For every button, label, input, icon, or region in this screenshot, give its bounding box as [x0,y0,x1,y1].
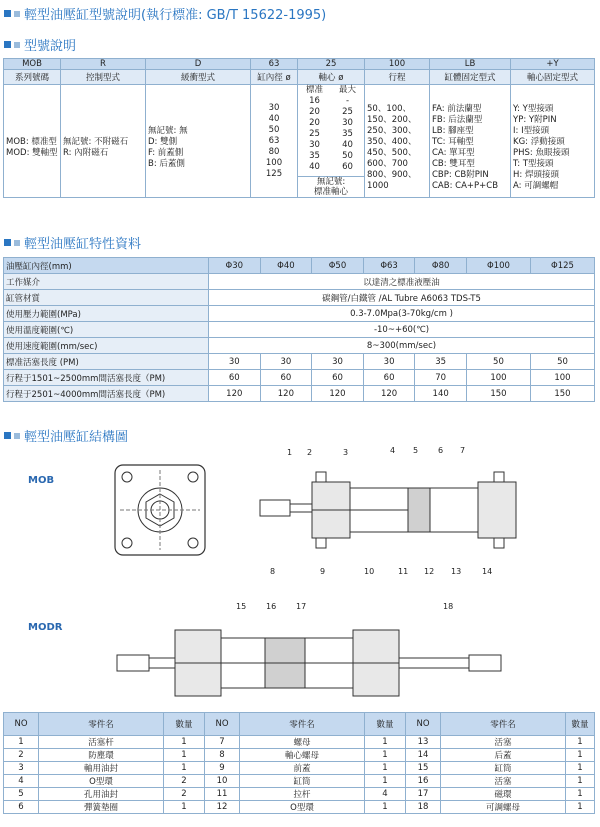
mob-front-view-drawing [112,462,208,558]
model-title: 型號說明 [4,35,76,54]
model-option-row [4,85,595,198]
parts-cell: 2 [164,788,205,801]
spec-value: 碳鋼管/白鐵管 /AL Tubre A6063 TDS-T5 [209,290,595,306]
series-options [4,85,61,198]
callout-number: 11 [398,567,409,576]
rod-options [298,85,365,198]
rod-std-value: 40 [309,162,320,172]
spec-row-label: 使用溫度範圍(℃) [4,322,209,338]
square-bullet-icon [4,239,11,246]
parts-cell: 拉杆 [240,788,365,801]
spec-value: 100 [530,370,594,386]
parts-cell: 4 [4,775,39,788]
parts-cell: 磁環 [441,788,566,801]
spec-value: 150 [530,386,594,402]
callout-number: 14 [482,567,493,576]
mount-option: TC: 耳軸型 [432,137,474,147]
parts-cell: 前蓋 [240,762,365,775]
parts-cell: 3 [4,762,39,775]
stroke-option: 150、200、 [367,115,417,125]
spec-value: 70 [415,370,467,386]
stroke-option: 250、300、 [367,126,417,136]
bore-col: Φ30 [209,258,261,274]
rod-max-value: 25 [342,107,353,117]
spec-row [4,322,595,338]
callout-number: 17 [296,602,307,611]
callout-number: 1 [287,448,293,457]
rod-mount-option: I: I型接頭 [513,126,550,136]
parts-cell: 后蓋 [441,749,566,762]
callout-number: 7 [460,446,466,455]
parts-row [4,801,595,814]
code-control: R [61,59,146,70]
parts-cell: 14 [406,749,441,762]
buffer-options [146,85,251,198]
callout-number: 6 [438,446,444,455]
model-code-row [4,59,595,70]
rod-max-value: 60 [342,162,353,172]
control-options [61,85,146,198]
parts-cell: 1 [566,736,595,749]
parts-header: 數量 [365,713,406,736]
buffer-option: B: 后蓋側 [148,159,185,169]
header-buffer: 緩衝型式 [146,70,251,85]
spec-table [3,257,595,402]
header-rod-mount: 軸心固定型式 [511,70,595,85]
bore-option: 100 [265,157,283,168]
parts-cell: 8 [205,749,240,762]
parts-cell: 12 [205,801,240,814]
rod-std-value: 20 [309,107,320,117]
structure-title: 輕型油壓缸結構圖 [4,426,128,445]
stroke-option: 600、700 [367,159,408,169]
spec-value: 60 [312,370,364,386]
spec-row [4,338,595,354]
model-table [3,58,595,198]
spec-row-label: 行程于2501~4000mm間活塞長度（PM) [4,386,209,402]
callout-number: 16 [266,602,277,611]
bore-option: 80 [268,146,280,157]
mount-options [430,85,511,198]
callout-number: 10 [364,567,375,576]
mount-option: CAB: CA+P+CB [432,181,499,191]
parts-cell: 2 [164,775,205,788]
parts-cell: 可調螺母 [441,801,566,814]
parts-cell: 1 [164,762,205,775]
parts-cell: 15 [406,762,441,775]
parts-cell: 活塞 [441,775,566,788]
callout-number: 15 [236,602,247,611]
parts-cell: 1 [365,801,406,814]
bore-col: Φ50 [312,258,364,274]
spec-value: 60 [209,370,261,386]
code-stroke: 100 [365,59,430,70]
parts-header: 零件名 [240,713,365,736]
parts-cell: 活塞杆 [39,736,164,749]
parts-cell: 彈簧墊圈 [39,801,164,814]
parts-cell: 1 [566,775,595,788]
model-header-row [4,70,595,85]
callout-number: 18 [443,602,454,611]
rod-max-value: 30 [342,118,353,128]
parts-cell: 1 [566,762,595,775]
code-rod-mount: +Y [511,59,595,70]
code-rod: 25 [298,59,365,70]
mob-label: MOB [28,475,55,486]
rod-std-value: 16 [309,96,320,106]
control-option: 無記號: 不附磁石 [63,137,129,147]
bore-col: Φ63 [363,258,415,274]
bore-col: Φ125 [530,258,594,274]
parts-row [4,788,595,801]
spec-row [4,290,595,306]
callout-number: 3 [343,448,349,457]
spec-value: 120 [209,386,261,402]
parts-cell: 1 [365,775,406,788]
parts-cell: 軸用油封 [39,762,164,775]
spec-value: 30 [260,354,312,370]
parts-header: 數量 [566,713,595,736]
spec-value: 60 [363,370,415,386]
rod-note: 標准軸心 [313,187,348,197]
parts-cell: 缸筒 [441,762,566,775]
square-bullet-icon [4,10,11,17]
control-option: R: 內附磁石 [63,148,109,158]
spec-value: 60 [260,370,312,386]
spec-bore-row [4,258,595,274]
rod-mount-options [511,85,595,198]
series-option: MOB: 標准型 [6,137,57,147]
series-option: MOD: 雙軸型 [6,148,58,158]
square-bullet-icon [14,11,20,17]
spec-row-label: 行程于1501~2500mm間活塞長度（PM) [4,370,209,386]
parts-cell: 1 [365,736,406,749]
bore-option: 40 [268,113,280,124]
rod-max-header: 最大 [338,85,356,95]
parts-cell: O型環 [39,775,164,788]
header-stroke: 行程 [365,70,430,85]
bore-option: 63 [268,135,280,146]
spec-row-label: 使用速度範圍(mm/sec) [4,338,209,354]
spec-value: 140 [415,386,467,402]
bore-col: Φ40 [260,258,312,274]
spec-value: 100 [466,370,530,386]
parts-cell: 孔用油封 [39,788,164,801]
stroke-option: 350、400、 [367,137,417,147]
stroke-options [365,85,430,198]
spec-value: 120 [312,386,364,402]
rod-std-value: 25 [309,129,320,139]
parts-header: NO [406,713,441,736]
header-series: 系列號碼 [4,70,61,85]
parts-header-row [4,713,595,736]
spec-row [4,274,595,290]
parts-cell: 7 [205,736,240,749]
square-bullet-icon [4,41,11,48]
parts-row [4,749,595,762]
mount-option: CB: 雙耳型 [432,159,475,169]
square-bullet-icon [4,432,11,439]
rod-mount-option: Y: Y型接頭 [513,104,554,114]
spec-value: -10~+60(℃) [209,322,595,338]
rod-note: 無記號: [316,177,346,187]
parts-row [4,762,595,775]
stroke-option: 450、500、 [367,148,417,158]
callout-number: 8 [270,567,276,576]
code-bore: 63 [251,59,298,70]
buffer-option: F: 前蓋側 [148,148,184,158]
parts-table [3,712,595,814]
parts-cell: 5 [4,788,39,801]
spec-row-label: 油壓缸內徑(mm) [4,258,209,274]
rod-std-value: 30 [309,140,320,150]
spec-value: 30 [312,354,364,370]
parts-cell: 螺母 [240,736,365,749]
parts-cell: 1 [566,749,595,762]
spec-value: 30 [363,354,415,370]
spec-value: 120 [260,386,312,402]
square-bullet-icon [14,42,20,48]
parts-cell: 11 [205,788,240,801]
parts-cell: 16 [406,775,441,788]
rod-mount-option: KG: 浮動接頭 [513,137,565,147]
code-mount: LB [430,59,511,70]
spec-row [4,386,595,402]
parts-header: 零件名 [441,713,566,736]
spec-value: 以達清之標准液壓油 [209,274,595,290]
spec-value: 50 [530,354,594,370]
parts-cell: 1 [164,749,205,762]
parts-header: 數量 [164,713,205,736]
parts-row [4,775,595,788]
mount-option: LB: 腳座型 [432,126,474,136]
parts-cell: 17 [406,788,441,801]
header-rod: 軸心 ø [298,70,365,85]
modr-section-drawing [115,620,505,715]
square-bullet-icon [14,240,20,246]
spec-row-label: 標准活塞長度 (PM) [4,354,209,370]
parts-cell: 缸筒 [240,775,365,788]
spec-value: 150 [466,386,530,402]
square-bullet-icon [14,433,20,439]
mount-option: FB: 后法蘭型 [432,115,483,125]
spec-value: 8~300(mm/sec) [209,338,595,354]
rod-max-value: - [345,96,350,106]
parts-cell: 9 [205,762,240,775]
parts-cell: 6 [4,801,39,814]
parts-cell: 1 [164,801,205,814]
parts-cell: 防塵環 [39,749,164,762]
header-mount: 缸體固定型式 [430,70,511,85]
main-title: 輕型油壓缸型號說明(執行標准: GB/T 15622-1995) [4,4,326,23]
stroke-option: 50、100、 [367,104,412,114]
parts-cell: 1 [566,788,595,801]
callout-number: 13 [451,567,462,576]
spec-title: 輕型油壓缸特性資料 [4,233,141,252]
rod-std-value: 35 [309,151,320,161]
callout-number: 5 [413,446,419,455]
spec-value: 0.3-7.0Mpa(3-70kg/cm ) [209,306,595,322]
parts-cell: 2 [4,749,39,762]
stroke-option: 800、900、 [367,170,417,180]
rod-max-value: 40 [342,140,353,150]
spec-row-label: 使用壓力範圍(MPa) [4,306,209,322]
bore-options [251,85,298,198]
spec-value: 30 [209,354,261,370]
callout-number: 12 [424,567,435,576]
parts-cell: 18 [406,801,441,814]
rod-max-value: 50 [342,151,353,161]
buffer-option: 無記號: 無 [148,126,188,136]
callout-number: 9 [320,567,326,576]
spec-value: 120 [363,386,415,402]
parts-header: NO [4,713,39,736]
rod-mount-option: H: 焊頭接頭 [513,170,559,180]
parts-cell: 1 [365,762,406,775]
spec-value: 50 [466,354,530,370]
parts-cell: 活塞 [441,736,566,749]
mount-option: CBP: CB附PIN [432,170,489,180]
rod-mount-option: PHS: 魚眼接頭 [513,148,570,158]
spec-value: 35 [415,354,467,370]
rod-std-value: 20 [309,118,320,128]
mount-option: CA: 單耳型 [432,148,475,158]
rod-mount-option: T: T型接頭 [513,159,554,169]
stroke-option: 1000 [367,181,389,191]
bore-col: Φ100 [466,258,530,274]
spec-row-label: 工作媒介 [4,274,209,290]
rod-max-value: 35 [342,129,353,139]
mount-option: FA: 前法蘭型 [432,104,482,114]
code-series: MOB [4,59,61,70]
bore-option: 30 [268,102,280,113]
parts-cell: 10 [205,775,240,788]
spec-row-label: 缸管材質 [4,290,209,306]
parts-row [4,736,595,749]
parts-cell: 13 [406,736,441,749]
header-control: 控制型式 [61,70,146,85]
spec-row [4,354,595,370]
parts-cell: 軸心螺母 [240,749,365,762]
parts-cell: 1 [365,749,406,762]
mob-section-drawing [258,470,520,560]
parts-cell: 1 [566,801,595,814]
bore-option: 125 [265,168,283,179]
bore-option: 50 [268,124,280,135]
header-bore: 缸內徑 ø [251,70,298,85]
parts-header: NO [205,713,240,736]
callout-number: 4 [390,446,396,455]
bore-col: Φ80 [415,258,467,274]
parts-cell: O型環 [240,801,365,814]
modr-label: MODR [28,622,63,633]
code-buffer: D [146,59,251,70]
spec-row [4,306,595,322]
callout-number: 2 [307,448,313,457]
parts-cell: 1 [164,736,205,749]
rod-mount-option: A: 可調螺帽 [513,181,559,191]
rod-std-header: 標准 [305,85,323,95]
rod-mount-option: YP: Y附PIN [513,115,557,125]
buffer-option: D: 雙側 [148,137,178,147]
spec-row [4,370,595,386]
parts-cell: 4 [365,788,406,801]
parts-cell: 1 [4,736,39,749]
parts-header: 零件名 [39,713,164,736]
